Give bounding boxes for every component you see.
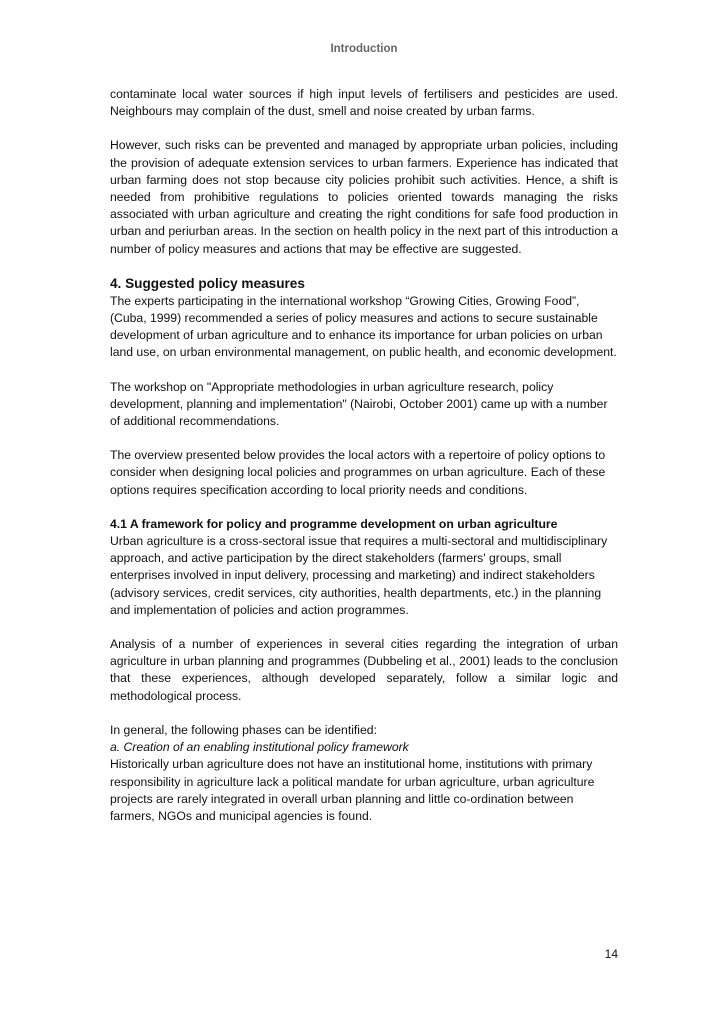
document-body: [110, 86, 618, 825]
page-header-title: Introduction: [330, 43, 398, 55]
paragraph-phases-intro: In general, the following phases can be identified:: [110, 722, 377, 737]
paragraph-overview: The overview presented below provides the local actors with a repertoire of policy options to consider when designing local policies and programmes on urban agriculture. Each of these options requires specification according to local priority needs and conditions.: [110, 448, 606, 497]
paragraph-analysis: Analysis of a number of experiences in several cities regarding the integration of urban agriculture in urban planning and programmes (Dubbeling et al., 2001) leads to the conclusion that these experiences, although developed separately, follow a similar logic and methodological process.: [110, 637, 618, 703]
subheading-institutional-framework: a. Creation of an enabling institutional policy framework: [110, 740, 409, 755]
paragraph-institutional-home: Historically urban agriculture does not have an institutional home, institutions with primary responsibility in agriculture lack a political mandate for urban agriculture, urban agriculture projects are rarely integrated in overall urban planning and little co-ordination between farmers, NGOs and municipal agencies is found.: [110, 757, 595, 823]
paragraph-workshop-nairobi: The workshop on "Appropriate methodologies in urban agriculture research, policy development, planning and implementation" (Nairobi, October 2001) came up with a number of additional recommendations.: [110, 379, 608, 429]
section-heading-framework: 4.1 A framework for policy and programme development on urban agriculture: [110, 516, 558, 531]
paragraph-workshop-cuba: The experts participating in the international workshop “Growing Cities, Growing Food”, (Cuba, 1999) recommended a series of policy measures and actions to secure sustainable development of urban agriculture and to enhance its importance for urban policies on urban land use, on urban environmental management, on public health, and economic development.: [110, 293, 617, 360]
paragraph-risk-management: However, such risks can be prevented and managed by appropriate urban policies, including the provision of adequate extension services to urban farmers. Experience has indicated that urban farming does not stop because city policies prohibit such activities. Hence, a shift is needed from prohibitive regulations to policies oriented towards managing the risks associated with urban agriculture and creating the right conditions for safe food production in urban and periurban areas. In the section on health policy in the next part of this introduction a number of policy measures and actions that may be effective are suggested.: [110, 138, 618, 256]
paragraph-cross-sectoral: Urban agriculture is a cross-sectoral issue that requires a multi-sectoral and multidisciplinary approach, and active participation by the direct stakeholders (farmers' groups, small enterprises involved in input delivery, processing and marketing) and indirect stakeholders (advisory services, credit services, city authorities, health departments, etc.) in the planning and implementation of policies and action programmes.: [110, 534, 608, 617]
paragraph-water-risks: contaminate local water sources if high input levels of fertilisers and pesticides are used. Neighbours may complain of the dust, smell and noise created by urban farms.: [110, 87, 618, 119]
section-heading-policy-measures: 4. Suggested policy measures: [110, 275, 305, 291]
page-number: 14: [604, 947, 618, 961]
